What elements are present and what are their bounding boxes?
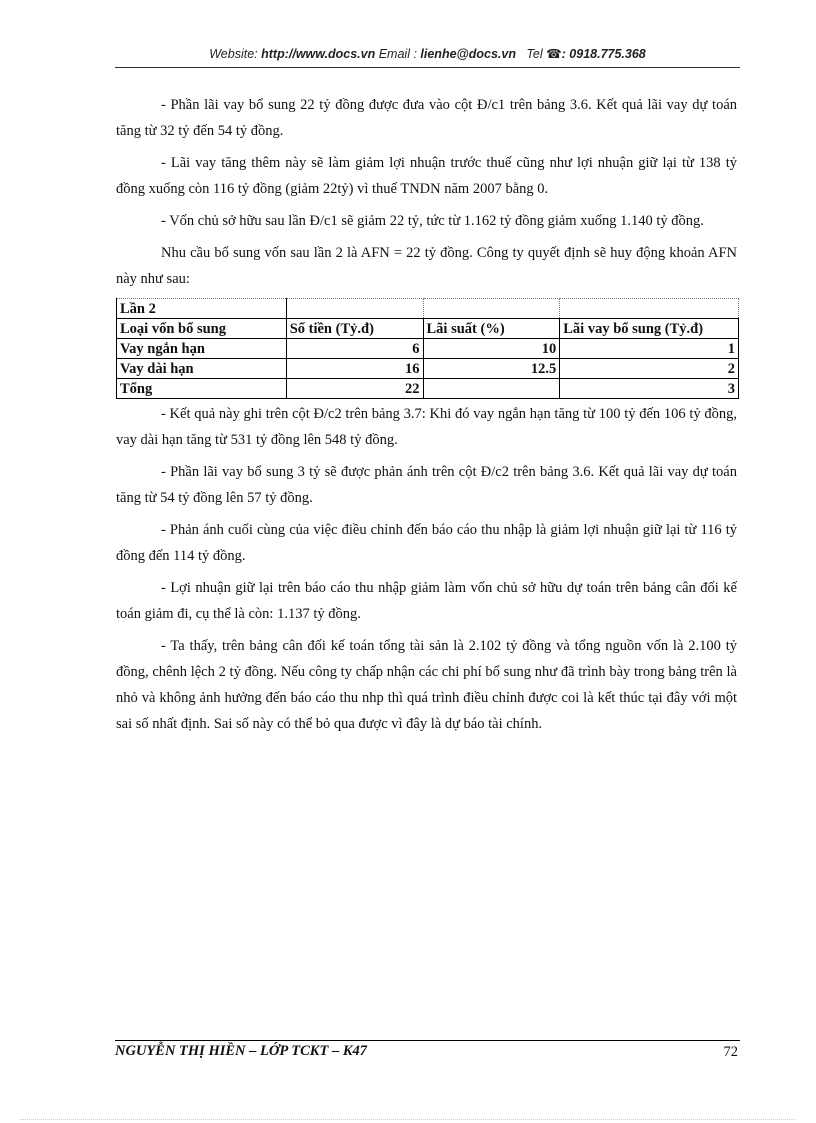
email-link[interactable]: lienhe@docs.vn — [420, 47, 516, 61]
table-title-row — [117, 299, 739, 319]
page-footer — [115, 1040, 740, 1060]
table-cell: 10 — [423, 339, 560, 359]
page-number: 72 — [723, 1044, 738, 1060]
column-header: Loại vốn bổ sung — [117, 319, 287, 339]
paragraph: - Lãi vay tăng thêm này sẽ làm giảm lợi nhuận trước thuế cũng như lợi nhuận giữ lại từ 138 tỷ đồng xuống còn 116 tỷ đồng (giảm 22tỷ) vì thuế TNDN năm 2007 bằng 0. — [116, 155, 737, 197]
table-cell: Tổng — [117, 379, 287, 399]
table-header-row — [117, 319, 739, 339]
paragraph: - Phần lãi vay bổ sung 22 tỷ đồng được đưa vào cột Đ/c1 trên bảng 3.6. Kết quả lãi vay dự toán tăng từ 32 tỷ đến 54 tỷ đồng. — [116, 97, 737, 139]
table-cell: 16 — [286, 359, 423, 379]
table-cell: Vay ngắn hạn — [117, 339, 287, 359]
table-cell: 1 — [560, 339, 739, 359]
table-title: Lần 2 — [117, 299, 287, 319]
email-label: Email : — [378, 47, 417, 61]
column-header: Lãi suất (%) — [423, 319, 560, 339]
paragraph: - Ta thấy, trên bảng cân đối kế toán tổng tài sản là 2.102 tỷ đồng và tổng nguồn vốn là 2.100 tỷ đồng, chênh lệch 2 tỷ đồng. Nếu công ty chấp nhận các chi phí bổ sung như đã trình bày trong bảng trên là nhỏ và không ảnh hưởng đến báo cáo thu nhp thì quá trình điều chỉnh được coi là kết thúc tại đây với một sai số nhất định. Sai số này có thể bỏ qua được vì đây là dự báo tài chính. — [116, 638, 737, 732]
table-cell — [423, 379, 560, 399]
table-cell: 6 — [286, 339, 423, 359]
paragraph: - Vốn chủ sở hữu sau lần Đ/c1 sẽ giảm 22 tỷ, tức từ 1.162 tỷ đồng giảm xuống 1.140 tỷ đồng. — [161, 213, 704, 229]
table-total-row — [117, 379, 739, 399]
header-rule — [115, 67, 740, 68]
tel-value: : 0918.775.368 — [561, 47, 646, 61]
table-row — [117, 359, 739, 379]
table-cell: 2 — [560, 359, 739, 379]
paragraph: - Phần lãi vay bổ sung 3 tỷ sẽ được phản ánh trên cột Đ/c2 trên bảng 3.6. Kết quả lãi vay dự toán tăng từ 54 tỷ đồng lên 57 tỷ đồng. — [116, 464, 737, 506]
paragraph: - Phản ánh cuối cùng của việc điều chỉnh đến báo cáo thu nhập là giảm lợi nhuận giữ lại từ 116 tỷ đồng đến 114 tỷ đồng. — [116, 522, 737, 564]
table-cell: Vay dài hạn — [117, 359, 287, 379]
paragraph: Nhu cầu bổ sung vốn sau lần 2 là AFN = 22 tỷ đồng. Công ty quyết định sẽ huy động khoản AFN này như sau: — [116, 245, 737, 287]
paragraph: - Lợi nhuận giữ lại trên báo cáo thu nhập giảm làm vốn chủ sở hữu dự toán trên bảng cân đối kế toán giảm đi, cụ thể là còn: 1.137 tỷ đồng. — [116, 580, 737, 622]
tel-label: Tel — [526, 47, 543, 61]
footer-author: NGUYỄN THỊ HIỀN – LỚP TCKT – K47 — [115, 1043, 368, 1059]
column-header: Lãi vay bổ sung (Tỷ.đ) — [560, 319, 739, 339]
table-row — [117, 339, 739, 359]
paragraph: - Kết quả này ghi trên cột Đ/c2 trên bảng 3.7: Khi đó vay ngắn hạn tăng từ 100 tỷ đến 106 tỷ đồng, vay dài hạn tăng từ 531 tỷ đồng lên 548 tỷ đồng. — [116, 406, 737, 448]
telephone-icon: ☎ — [546, 47, 562, 61]
page-edge-divider — [20, 1119, 796, 1120]
document-body — [116, 92, 737, 743]
page-header — [115, 46, 740, 61]
table-cell: 3 — [560, 379, 739, 399]
table-cell: 22 — [286, 379, 423, 399]
table-cell: 12.5 — [423, 359, 560, 379]
afn-table — [116, 298, 739, 399]
column-header: Số tiền (Tỷ.đ) — [286, 319, 423, 339]
website-label: Website: — [209, 47, 258, 61]
website-link[interactable]: http://www.docs.vn — [261, 47, 376, 61]
